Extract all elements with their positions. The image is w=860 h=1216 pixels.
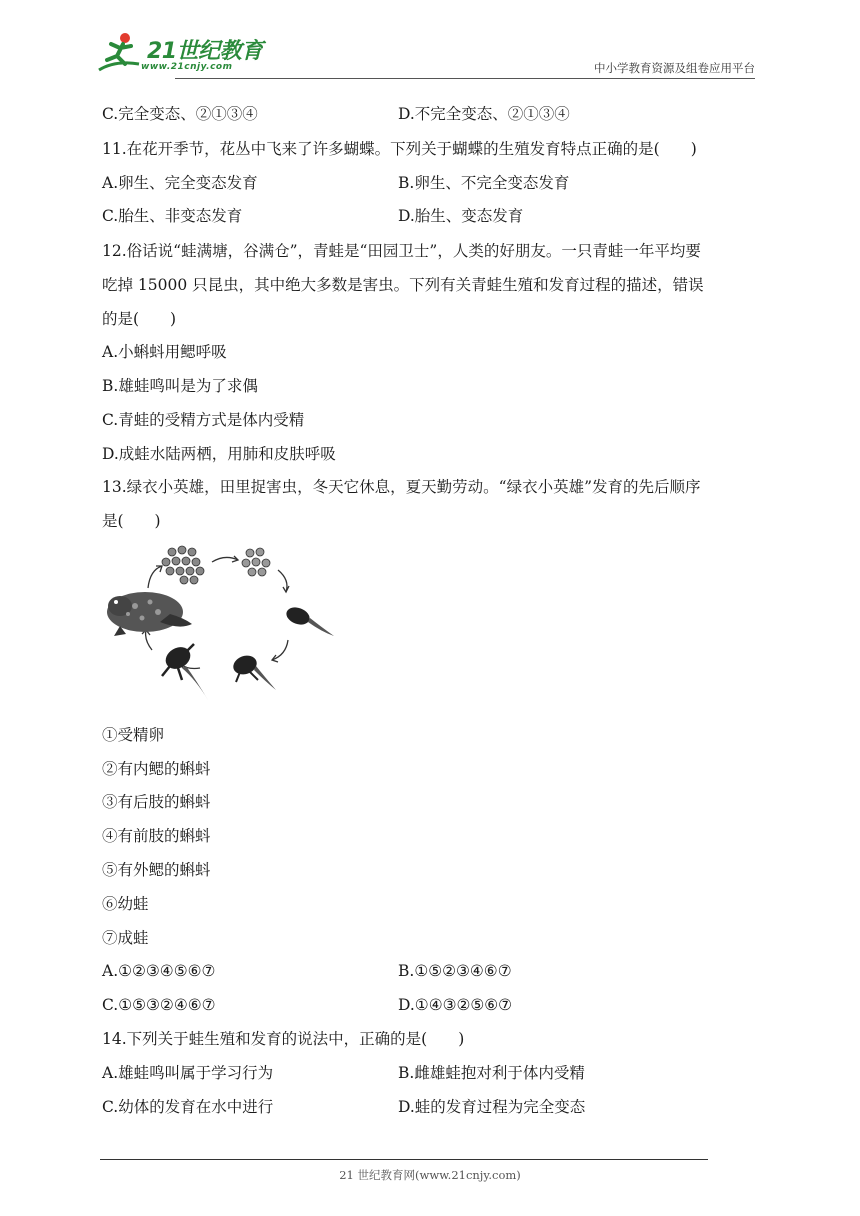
q13-option-c: C.①⑤③②④⑥⑦	[102, 996, 216, 1014]
q12-stem-line1: 12.俗话说“蛙满塘，谷满仓”，青蛙是“田园卫士”，人类的好朋友。一只青蛙一年平均要	[102, 242, 701, 260]
q12-stem-line3: 的是( )	[102, 310, 177, 328]
q13-item: ④有前肢的蝌蚪	[102, 827, 211, 845]
q14-option-d: D.蛙的发育过程为完全变态	[398, 1098, 586, 1116]
q12-option-c: C.青蛙的受精方式是体内受精	[102, 411, 305, 429]
footer-divider	[100, 1159, 708, 1160]
q11-option-a: A.卵生、完全变态发育	[102, 174, 258, 192]
q13-item: ⑤有外鳃的蝌蚪	[102, 861, 211, 879]
q13-option-d: D.①④③②⑤⑥⑦	[398, 996, 513, 1014]
q10-option-d: D.不完全变态、②①③④	[398, 105, 570, 123]
q13-item: ②有内鳃的蝌蚪	[102, 760, 211, 778]
q13-option-b: B.①⑤②③④⑥⑦	[398, 962, 512, 980]
tadpole-icon	[284, 604, 334, 636]
frog-eggs-icon	[242, 548, 270, 576]
runner-icon	[95, 30, 147, 76]
q13-stem-line2: 是( )	[102, 512, 161, 530]
q13-option-a: A.①②③④⑤⑥⑦	[102, 962, 216, 980]
header-divider	[175, 78, 755, 79]
q12-option-b: B.雄蛙鸣叫是为了求偶	[102, 377, 258, 395]
q11-option-b: B.卵生、不完全变态发育	[398, 174, 570, 192]
q14-option-a: A.雄蛙鸣叫属于学习行为	[102, 1064, 274, 1082]
q14-option-c: C.幼体的发育在水中进行	[102, 1098, 274, 1116]
site-title: 中小学教育资源及组卷应用平台	[594, 61, 755, 75]
q14-stem: 14.下列关于蛙生殖和发育的说法中，正确的是( )	[102, 1030, 465, 1048]
logo-text: 21世纪教育	[147, 39, 263, 64]
q12-option-a: A.小蝌蚪用鳃呼吸	[102, 343, 227, 361]
q11-option-c: C.胎生、非变态发育	[102, 207, 243, 225]
adult-frog-icon	[107, 592, 192, 636]
froglet-icon	[162, 643, 208, 700]
tadpole-with-legs-icon	[231, 652, 276, 690]
q13-item: ⑦成蛙	[102, 929, 149, 947]
q13-item: ③有后肢的蝌蚪	[102, 793, 211, 811]
frog-eggs-icon	[162, 546, 204, 584]
q13-item: ⑥幼蛙	[102, 895, 149, 913]
page-header	[95, 30, 755, 78]
q13-stem-line1: 13.绿衣小英雄，田里捉害虫，冬天它休息，夏天勤劳动。“绿衣小英雄”发育的先后顺序	[102, 478, 701, 496]
site-logo[interactable]	[95, 30, 265, 76]
q10-option-c: C.完全变态、②①③④	[102, 105, 258, 123]
q11-stem: 11.在花开季节，花丛中飞来了许多蝴蝶。下列关于蝴蝶的生殖发育特点正确的是( )	[102, 140, 697, 158]
q12-stem-line2: 吃掉 15000 只昆虫，其中绝大多数是害虫。下列有关青蛙生殖和发育过程的描述，错误	[102, 276, 704, 294]
q13-item: ①受精卵	[102, 726, 165, 744]
frog-life-cycle-figure	[100, 540, 340, 710]
footer-link[interactable]: 21 世纪教育网(www.21cnjy.com)	[339, 1168, 521, 1182]
q11-option-d: D.胎生、变态发育	[398, 207, 524, 225]
q12-option-d: D.成蛙水陆两栖，用肺和皮肤呼吸	[102, 445, 336, 463]
q14-option-b: B.雌雄蛙抱对利于体内受精	[398, 1064, 585, 1082]
logo-url: www.21cnjy.com	[141, 62, 233, 72]
